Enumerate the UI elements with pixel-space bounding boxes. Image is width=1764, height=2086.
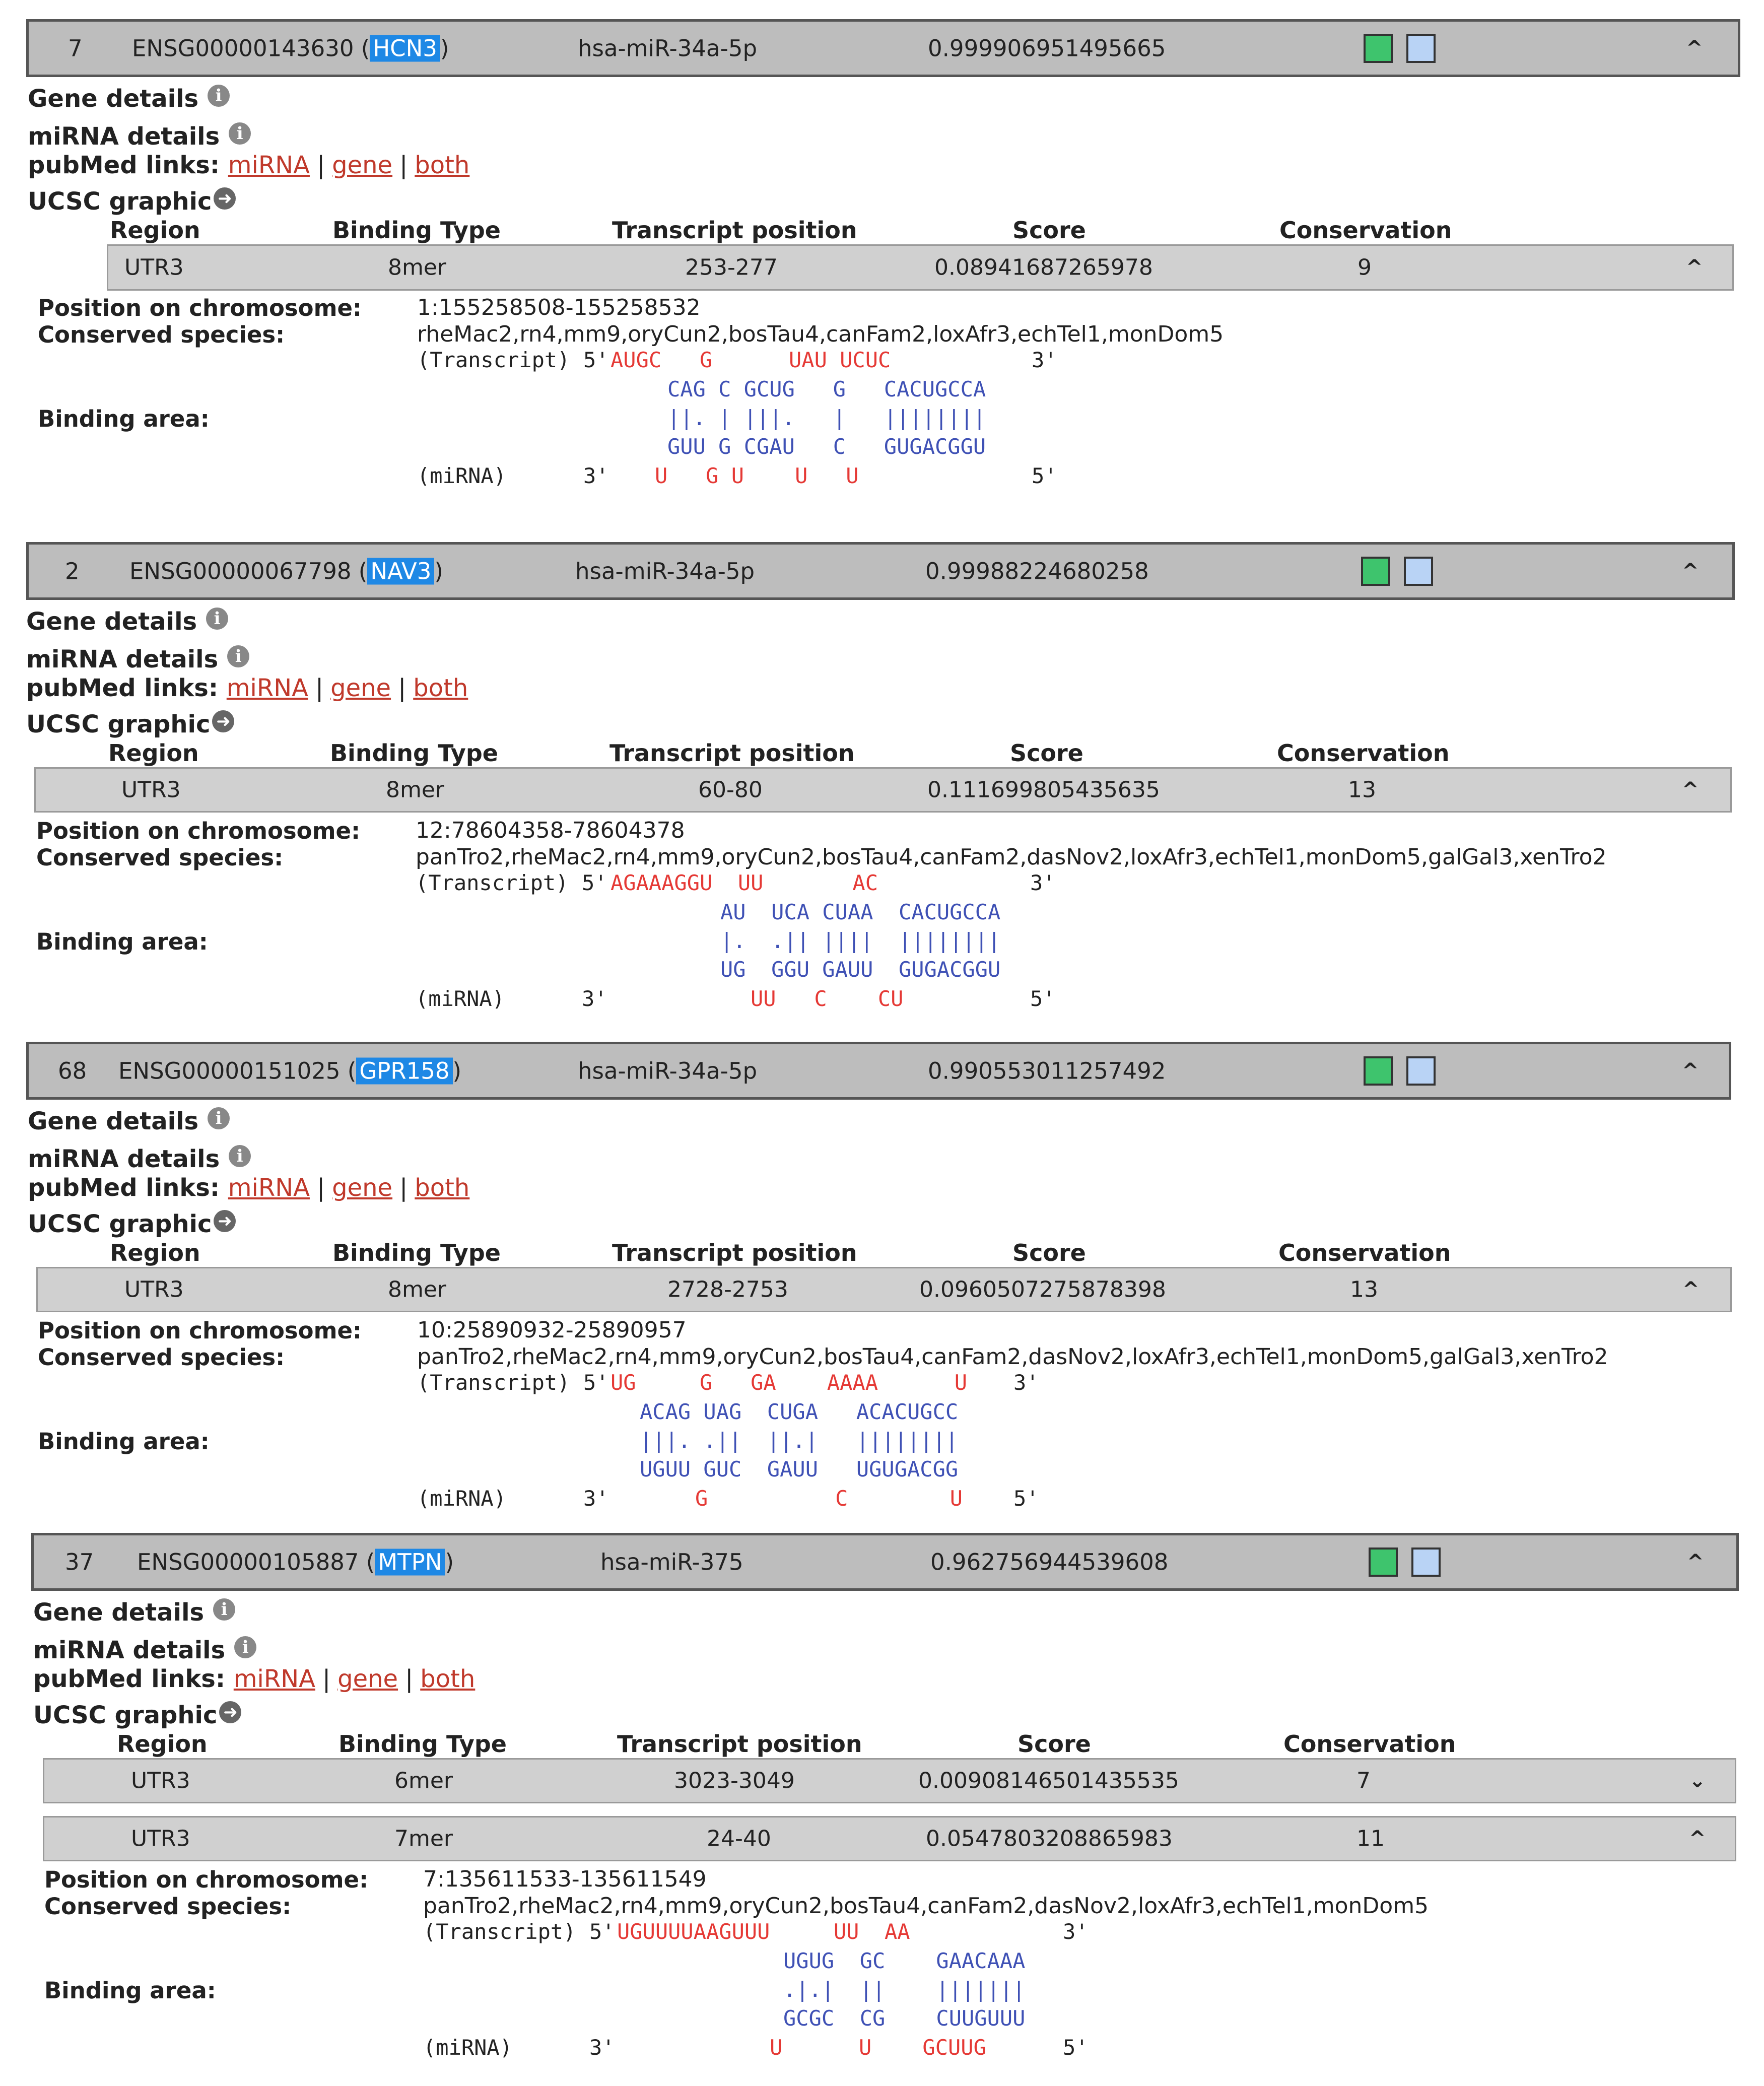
column-header-score: Score [1012, 1239, 1086, 1266]
conservation-value: 13 [1348, 777, 1376, 803]
info-icon[interactable]: i [227, 645, 249, 667]
transcript-paired-bases: AU UCA CUAA CACUGCCA [720, 900, 1001, 924]
column-header-region: Region [110, 217, 200, 244]
collapse-chevron-up-icon[interactable]: ^ [1686, 256, 1703, 279]
conserved-species-label: Conserved species: [38, 1344, 285, 1371]
pairing-bars: .|.| || ||||||| [783, 1977, 1026, 2002]
mirna-paired-bases: UGUU GUC GAUU UGUGACGG [640, 1457, 959, 1482]
pubmed-links: pubMed links: miRNA | gene | both [28, 151, 470, 179]
three-prime-end: 3' [1013, 1370, 1039, 1395]
arrow-right-circle-icon[interactable]: ➜ [219, 1701, 241, 1723]
info-icon[interactable]: i [206, 608, 228, 630]
mirna-paired-bases: GUU G CGAU C GUGACGGU [667, 434, 986, 459]
rank-value: 2 [65, 558, 80, 584]
result-header-row[interactable] [26, 542, 1735, 600]
site-score-value: 0.00908146501435535 [918, 1768, 1179, 1794]
pubmed-both-link[interactable]: both [420, 1665, 476, 1693]
rank-value: 37 [65, 1549, 94, 1575]
pubmed-gene-link[interactable]: gene [332, 151, 393, 179]
arrow-right-circle-icon[interactable]: ➜ [212, 710, 234, 732]
transcript-unpaired-bases: AGAAAGGU UU AC [610, 870, 878, 895]
mirna-name: hsa-miR-375 [600, 1549, 743, 1575]
region-value: UTR3 [124, 1276, 184, 1303]
gene-id: ENSG00000067798 ( NAV3 ) [129, 558, 443, 584]
transcript-position-value: 2728-2753 [667, 1276, 788, 1303]
binding-site-row[interactable] [34, 767, 1732, 813]
gene-symbol[interactable]: NAV3 [367, 558, 434, 584]
mirna-unpaired-bases: U U GCUUG [770, 2035, 986, 2060]
pubmed-mirna-link[interactable]: miRNA [233, 1665, 315, 1693]
result-header-row[interactable] [26, 1042, 1731, 1100]
region-value: UTR3 [131, 1768, 190, 1794]
column-header-conservation: Conservation [1278, 1239, 1451, 1266]
binding-type-value: 8mer [388, 254, 447, 281]
chromosome-position-value: 1:155258508-155258532 [417, 295, 701, 320]
region-value: UTR3 [124, 254, 184, 281]
blue-square-icon[interactable] [1406, 1056, 1436, 1086]
green-square-icon[interactable] [1369, 1547, 1398, 1577]
transcript-position-value: 253-277 [685, 254, 778, 281]
prediction-score: 0.99988224680258 [925, 558, 1149, 584]
collapse-chevron-up-icon[interactable]: ^ [1682, 1059, 1699, 1083]
gene-id: ENSG00000151025 ( GPR158 ) [118, 1057, 462, 1084]
gene-symbol[interactable]: GPR158 [356, 1057, 452, 1084]
rank-value: 68 [58, 1057, 87, 1084]
column-header-region: Region [110, 1239, 200, 1266]
column-header-transcript-position: Transcript position [617, 1730, 862, 1758]
position-on-chromosome-label: Position on chromosome: [38, 1317, 362, 1344]
ensg-value: ENSG00000105887 [137, 1549, 359, 1575]
mirna-tag: (miRNA) [417, 463, 507, 488]
region-value: UTR3 [131, 1826, 190, 1852]
pairing-bars: ||. | |||. | |||||||| [667, 406, 986, 430]
arrow-right-circle-icon[interactable]: ➜ [214, 1210, 236, 1232]
binding-site-row[interactable] [43, 1758, 1736, 1803]
gene-symbol[interactable]: MTPN [375, 1549, 445, 1575]
pubmed-gene-link[interactable]: gene [337, 1665, 398, 1693]
pubmed-mirna-link[interactable]: miRNA [228, 1174, 310, 1202]
three-prime-label: 3' [583, 1486, 609, 1511]
column-header-conservation: Conservation [1283, 1730, 1456, 1758]
rank-value: 7 [68, 35, 83, 61]
collapse-chevron-up-icon[interactable]: ^ [1686, 36, 1703, 60]
column-header-conservation: Conservation [1277, 739, 1450, 767]
prediction-score: 0.962756944539608 [930, 1549, 1169, 1575]
gene-details-label[interactable]: Gene details i [28, 85, 230, 113]
binding-site-row[interactable] [107, 244, 1734, 291]
expand-chevron-down-icon[interactable]: ⌄ [1689, 1769, 1706, 1792]
transcript-position-value: 24-40 [707, 1826, 771, 1852]
transcript-tag: (Transcript) [423, 1919, 576, 1944]
five-prime-end: 5' [1013, 1486, 1039, 1511]
column-header-binding-type: Binding Type [338, 1730, 507, 1758]
info-icon[interactable]: i [229, 1145, 251, 1167]
three-prime-label: 3' [583, 463, 609, 488]
three-prime-end: 3' [1030, 870, 1056, 895]
ucsc-graphic-label[interactable]: UCSC graphic ➜ [33, 1701, 241, 1729]
prediction-score: 0.999906951495665 [928, 35, 1166, 61]
info-icon[interactable]: i [208, 1107, 230, 1129]
site-score-value: 0.111699805435635 [927, 777, 1160, 803]
binding-area-label: Binding area: [44, 1977, 216, 2004]
mirna-unpaired-bases: UU C CU [751, 986, 904, 1011]
green-square-icon[interactable] [1361, 557, 1390, 586]
mirna-unpaired-bases: U G U U U [655, 463, 859, 488]
site-score-value: 0.08941687265978 [934, 254, 1153, 281]
ucsc-graphic-label[interactable]: UCSC graphic ➜ [28, 187, 236, 216]
conserved-species-label: Conserved species: [38, 321, 285, 348]
five-prime-end: 5' [1032, 463, 1057, 488]
mirna-paired-bases: GCGC CG CUUGUUU [783, 2006, 1026, 2031]
conservation-value: 9 [1358, 254, 1372, 281]
column-header-binding-type: Binding Type [332, 1239, 501, 1266]
chromosome-position-value: 7:135611533-135611549 [423, 1866, 707, 1892]
conserved-species-label: Conserved species: [44, 1893, 292, 1920]
info-icon[interactable]: i [234, 1636, 256, 1658]
pubmed-both-link[interactable]: both [415, 1174, 470, 1202]
mirna-details-label[interactable]: miRNA details i [33, 1636, 256, 1664]
mirna-details-label[interactable]: miRNA details i [28, 1145, 251, 1173]
transcript-tag: (Transcript) [417, 1370, 570, 1395]
gene-symbol[interactable]: HCN3 [370, 35, 440, 61]
five-prime-end: 5' [1063, 2035, 1089, 2060]
chromosome-position-value: 10:25890932-25890957 [417, 1317, 687, 1343]
gene-details-label[interactable]: Gene details i [26, 608, 228, 636]
five-prime-label: 5' [583, 348, 609, 372]
five-prime-label: 5' [589, 1919, 615, 1944]
transcript-paired-bases: CAG C GCUG G CACUGCCA [667, 377, 986, 401]
conservation-value: 7 [1356, 1768, 1371, 1794]
transcript-unpaired-bases: AUGC G UAU UCUC [610, 348, 891, 372]
mirna-name: hsa-miR-34a-5p [578, 35, 758, 61]
chromosome-position-value: 12:78604358-78604378 [416, 818, 685, 843]
column-header-binding-type: Binding Type [330, 739, 498, 767]
position-on-chromosome-label: Position on chromosome: [44, 1866, 369, 1893]
conserved-species-label: Conserved species: [36, 844, 284, 871]
column-header-score: Score [1017, 1730, 1091, 1758]
ensg-value: ENSG00000143630 [132, 35, 354, 61]
mirna-details-label[interactable]: miRNA details i [28, 122, 251, 151]
pubmed-links: pubMed links: miRNA | gene | both [28, 1174, 470, 1202]
column-header-transcript-position: Transcript position [609, 739, 855, 767]
mirna-tag: (miRNA) [416, 986, 505, 1011]
five-prime-label: 5' [582, 870, 607, 895]
conserved-species-value: panTro2,rheMac2,rn4,mm9,oryCun2,bosTau4,canFam2,dasNov2,loxAfr3,echTel1,monDom5,galGal3,xenTro2 [416, 844, 1607, 870]
pubmed-mirna-link[interactable]: miRNA [226, 674, 308, 702]
column-header-region: Region [108, 739, 199, 767]
mirna-details-label[interactable]: miRNA details i [26, 645, 249, 674]
binding-type-value: 8mer [386, 777, 445, 803]
conservation-value: 11 [1356, 1826, 1385, 1852]
column-header-transcript-position: Transcript position [612, 1239, 857, 1266]
binding-area-label: Binding area: [38, 406, 210, 432]
conserved-species-value: panTro2,rheMac2,rn4,mm9,oryCun2,bosTau4,canFam2,dasNov2,loxAfr3,echTel1,monDom5 [423, 1893, 1429, 1919]
ensg-value: ENSG00000151025 [118, 1057, 341, 1084]
pubmed-links: pubMed links: miRNA | gene | both [26, 674, 468, 702]
binding-site-row[interactable] [43, 1816, 1736, 1861]
five-prime-label: 5' [583, 1370, 609, 1395]
column-header-score: Score [1012, 217, 1086, 244]
ucsc-graphic-label[interactable]: UCSC graphic ➜ [26, 710, 234, 738]
binding-site-row[interactable] [36, 1267, 1732, 1312]
gene-details-label[interactable]: Gene details i [28, 1107, 230, 1135]
info-icon[interactable]: i [229, 122, 251, 145]
ucsc-graphic-label[interactable]: UCSC graphic ➜ [28, 1210, 236, 1238]
prediction-score: 0.990553011257492 [928, 1057, 1166, 1084]
position-on-chromosome-label: Position on chromosome: [36, 818, 361, 844]
three-prime-end: 3' [1063, 1919, 1089, 1944]
transcript-unpaired-bases: UG G GA AAAA U [610, 1370, 968, 1395]
info-icon[interactable]: i [213, 1598, 235, 1621]
blue-square-icon[interactable] [1406, 34, 1436, 63]
column-header-conservation: Conservation [1279, 217, 1452, 244]
region-value: UTR3 [121, 777, 181, 803]
transcript-paired-bases: UGUG GC GAACAAA [783, 1948, 1026, 1973]
transcript-tag: (Transcript) [417, 348, 570, 372]
transcript-unpaired-bases: UGUUUUAAGUUU UU AA [617, 1919, 910, 1944]
green-square-icon[interactable] [1364, 34, 1393, 63]
transcript-position-value: 3023-3049 [674, 1768, 795, 1794]
blue-square-icon[interactable] [1404, 557, 1433, 586]
ensg-value: ENSG00000067798 [129, 558, 352, 584]
gene-id: ENSG00000143630 ( HCN3 ) [132, 35, 449, 61]
blue-square-icon[interactable] [1411, 1547, 1441, 1577]
info-icon[interactable]: i [208, 85, 230, 107]
mirna-name: hsa-miR-34a-5p [575, 558, 755, 584]
gene-details-label[interactable]: Gene details i [33, 1598, 235, 1627]
column-header-binding-type: Binding Type [332, 217, 501, 244]
collapse-chevron-up-icon[interactable]: ^ [1682, 778, 1699, 801]
column-header-transcript-position: Transcript position [612, 217, 857, 244]
arrow-right-circle-icon[interactable]: ➜ [214, 187, 236, 210]
binding-area-label: Binding area: [38, 1428, 210, 1455]
pubmed-gene-link[interactable]: gene [332, 1174, 393, 1202]
gene-id: ENSG00000105887 ( MTPN ) [137, 1549, 454, 1575]
three-prime-label: 3' [582, 986, 607, 1011]
transcript-position-value: 60-80 [698, 777, 763, 803]
pairing-bars: |. .|| |||| |||||||| [720, 928, 1001, 953]
site-score-value: 0.0547803208865983 [926, 1826, 1173, 1852]
column-header-score: Score [1010, 739, 1083, 767]
pubmed-mirna-link[interactable]: miRNA [228, 151, 310, 179]
site-score-value: 0.0960507275878398 [919, 1276, 1166, 1303]
pairing-bars: |||. .|| ||.| |||||||| [640, 1428, 959, 1453]
five-prime-end: 5' [1030, 986, 1056, 1011]
column-header-region: Region [117, 1730, 208, 1758]
mirna-paired-bases: UG GGU GAUU GUGACGGU [720, 957, 1001, 982]
pubmed-gene-link[interactable]: gene [330, 674, 391, 702]
pubmed-both-link[interactable]: both [413, 674, 468, 702]
three-prime-end: 3' [1032, 348, 1057, 372]
collapse-chevron-up-icon[interactable]: ^ [1689, 1827, 1706, 1850]
mirna-name: hsa-miR-34a-5p [578, 1057, 758, 1084]
binding-type-value: 6mer [394, 1768, 453, 1794]
conserved-species-value: panTro2,rheMac2,rn4,mm9,oryCun2,bosTau4,canFam2,dasNov2,loxAfr3,echTel1,monDom5,galGal3,xenTro2 [417, 1344, 1608, 1370]
pubmed-links: pubMed links: miRNA | gene | both [33, 1665, 476, 1693]
pubmed-both-link[interactable]: both [415, 151, 470, 179]
transcript-tag: (Transcript) [416, 870, 569, 895]
binding-type-value: 7mer [394, 1826, 453, 1852]
position-on-chromosome-label: Position on chromosome: [38, 295, 362, 321]
collapse-chevron-up-icon[interactable]: ^ [1682, 559, 1699, 583]
conserved-species-value: rheMac2,rn4,mm9,oryCun2,bosTau4,canFam2,loxAfr3,echTel1,monDom5 [417, 321, 1224, 347]
conservation-value: 13 [1350, 1276, 1378, 1303]
three-prime-label: 3' [589, 2035, 615, 2060]
result-header-row[interactable] [26, 19, 1740, 77]
mirna-tag: (miRNA) [423, 2035, 513, 2060]
binding-area-label: Binding area: [36, 928, 208, 955]
mirna-tag: (miRNA) [417, 1486, 507, 1511]
binding-type-value: 8mer [388, 1276, 447, 1303]
mirna-unpaired-bases: G C U [695, 1486, 963, 1511]
collapse-chevron-up-icon[interactable]: ^ [1687, 1550, 1704, 1574]
collapse-chevron-up-icon[interactable]: ^ [1682, 1278, 1700, 1301]
green-square-icon[interactable] [1364, 1056, 1393, 1086]
result-header-row[interactable] [31, 1533, 1739, 1591]
transcript-paired-bases: ACAG UAG CUGA ACACUGCC [640, 1399, 959, 1424]
